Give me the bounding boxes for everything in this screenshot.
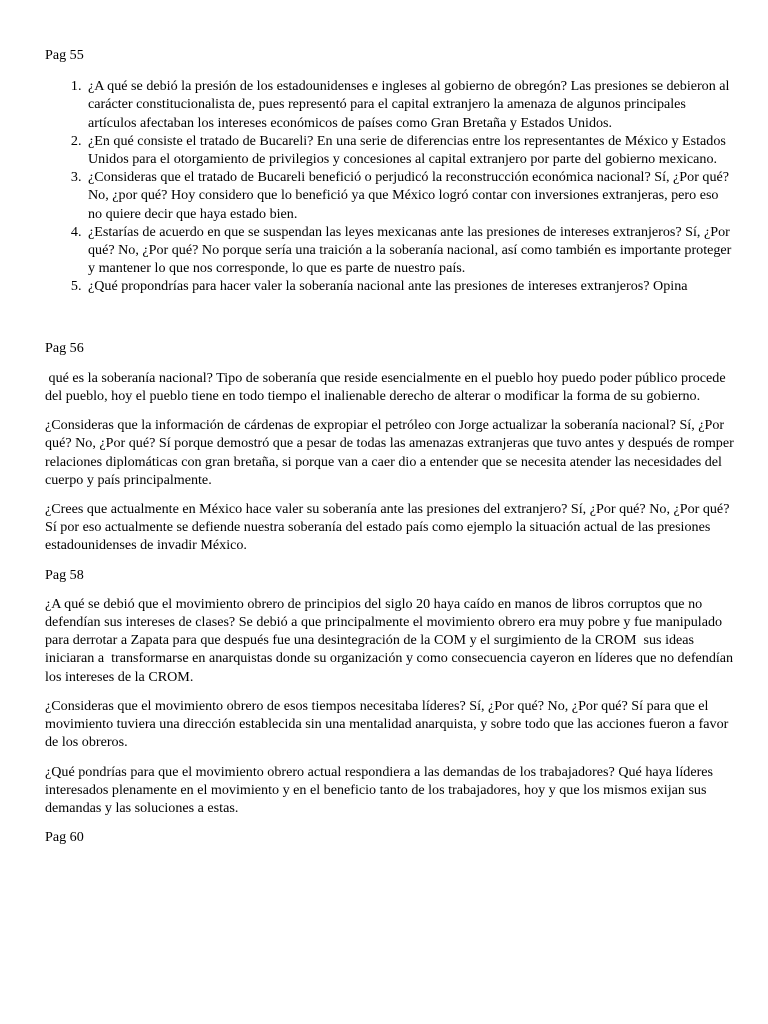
- answer-paragraph-mexico-soberania: ¿Crees que actualmente en México hace valer su soberanía ante las presiones del extranjero? Sí, ¿Por qué? No, ¿Por qué? Sí por eso actualmente se defiende nuestra soberanía del estado país como ejemplo la situación actual de las presiones estadounidenses de invadir México.: [45, 501, 730, 554]
- section-spacer: [45, 296, 735, 339]
- question-item-3: 3. ¿Consideras que el tratado de Bucareli benefició o perjudicó la reconstrucción económica nacional? Sí, ¿Por qué? No, ¿por qué? Hoy considero que lo benefició ya que México logró contar con inversiones extranjeras, pero eso no quiere decir que haya estado bien.: [85, 168, 735, 223]
- question-list-pag-55: [45, 77, 735, 295]
- question-item-1: 1. ¿A qué se debió la presión de los estadounidenses e ingleses al gobierno de obregón? Las presiones se debieron al carácter constitucionalista de, pues representó para el capital extranjero la amenaza de algunos principales artículos afectaban los intereses económicos de países como Gran Bretaña y Estados Unidos.: [85, 77, 735, 132]
- section-heading-pag-56: Pag 56: [45, 339, 84, 356]
- answer-paragraph-demandas: ¿Qué pondrías para que el movimiento obrero actual respondiera a las demandas de los trabajadores? Qué haya líderes interesados plenamente en el movimiento y en el beneficio tanto de los trabajadores, hoy y que los mismos exijan sus demandas y las soluciones a estas.: [45, 763, 714, 816]
- answer-paragraph-lideres: ¿Consideras que el movimiento obrero de esos tiempos necesitaba líderes? Sí, ¿Por qué? No, ¿Por qué? Sí para que el movimiento tuviera una dirección establecida sin una mentalidad anarquista, y sobre todo que las acciones fueron a favor de los obreros.: [45, 697, 729, 751]
- answer-paragraph-cardenas: ¿Consideras que la información de cárdenas de expropiar el petróleo con Jorge actualizar la soberanía nacional? Sí, ¿Por qué? No, ¿Por qué? Sí porque demostró que a pesar de todas las amenazas extranjeras que tuvo antes y después de romper relaciones diplomáticas con gran bretaña, si porque van a caer dio a entender que se necesita atender las necesidades del cuerpo y país principalmente.: [45, 417, 734, 488]
- answer-paragraph-movimiento-obrero: ¿A qué se debió que el movimiento obrero de principios del siglo 20 haya caído en manos de libros corruptos que no defendían sus intereses de clases? Se debió a que principalmente el movimiento obrero era muy pobre y fue manipulado para derrotar a Zapata para que después fue una desintegración de la COM y el surgimiento de la CROM sus ideas iniciaran a transformarse en anarquistas donde su organización y como consecuencia cayeron en líderes que no defendían los intereses de la CROM.: [45, 595, 737, 685]
- section-heading-pag-58: Pag 58: [45, 566, 84, 583]
- question-item-5: 5. ¿Qué propondrías para hacer valer la soberanía nacional ante las presiones de intereses extranjeros? Opina: [85, 277, 735, 295]
- document-page: [45, 46, 735, 846]
- section-heading-pag-60: Pag 60: [45, 829, 84, 846]
- question-item-4: 4. ¿Estarías de acuerdo en que se suspendan las leyes mexicanas ante las presiones de intereses extranjeros? Sí, ¿Por qué? No, ¿Por qué? No porque sería una traición a la soberanía nacional, así como también es importante proteger y mantener lo que nos corresponde, lo que es parte de nuestro país.: [85, 223, 735, 278]
- question-item-2: 2. ¿En qué consiste el tratado de Bucareli? En una serie de diferencias entre los representantes de México y Estados Unidos para el otorgamiento de privilegios y concesiones al capital extranjero por parte del gobierno mexicano.: [85, 132, 735, 168]
- answer-paragraph-soberania: qué es la soberanía nacional? Tipo de soberanía que reside esencialmente en el pueblo hoy puedo poder público procede del pueblo, hoy el pueblo tiene en todo tiempo el inalienable derecho de alterar o modificar la forma de su gobierno.: [45, 369, 730, 405]
- section-heading-pag-55: Pag 55: [45, 47, 84, 63]
